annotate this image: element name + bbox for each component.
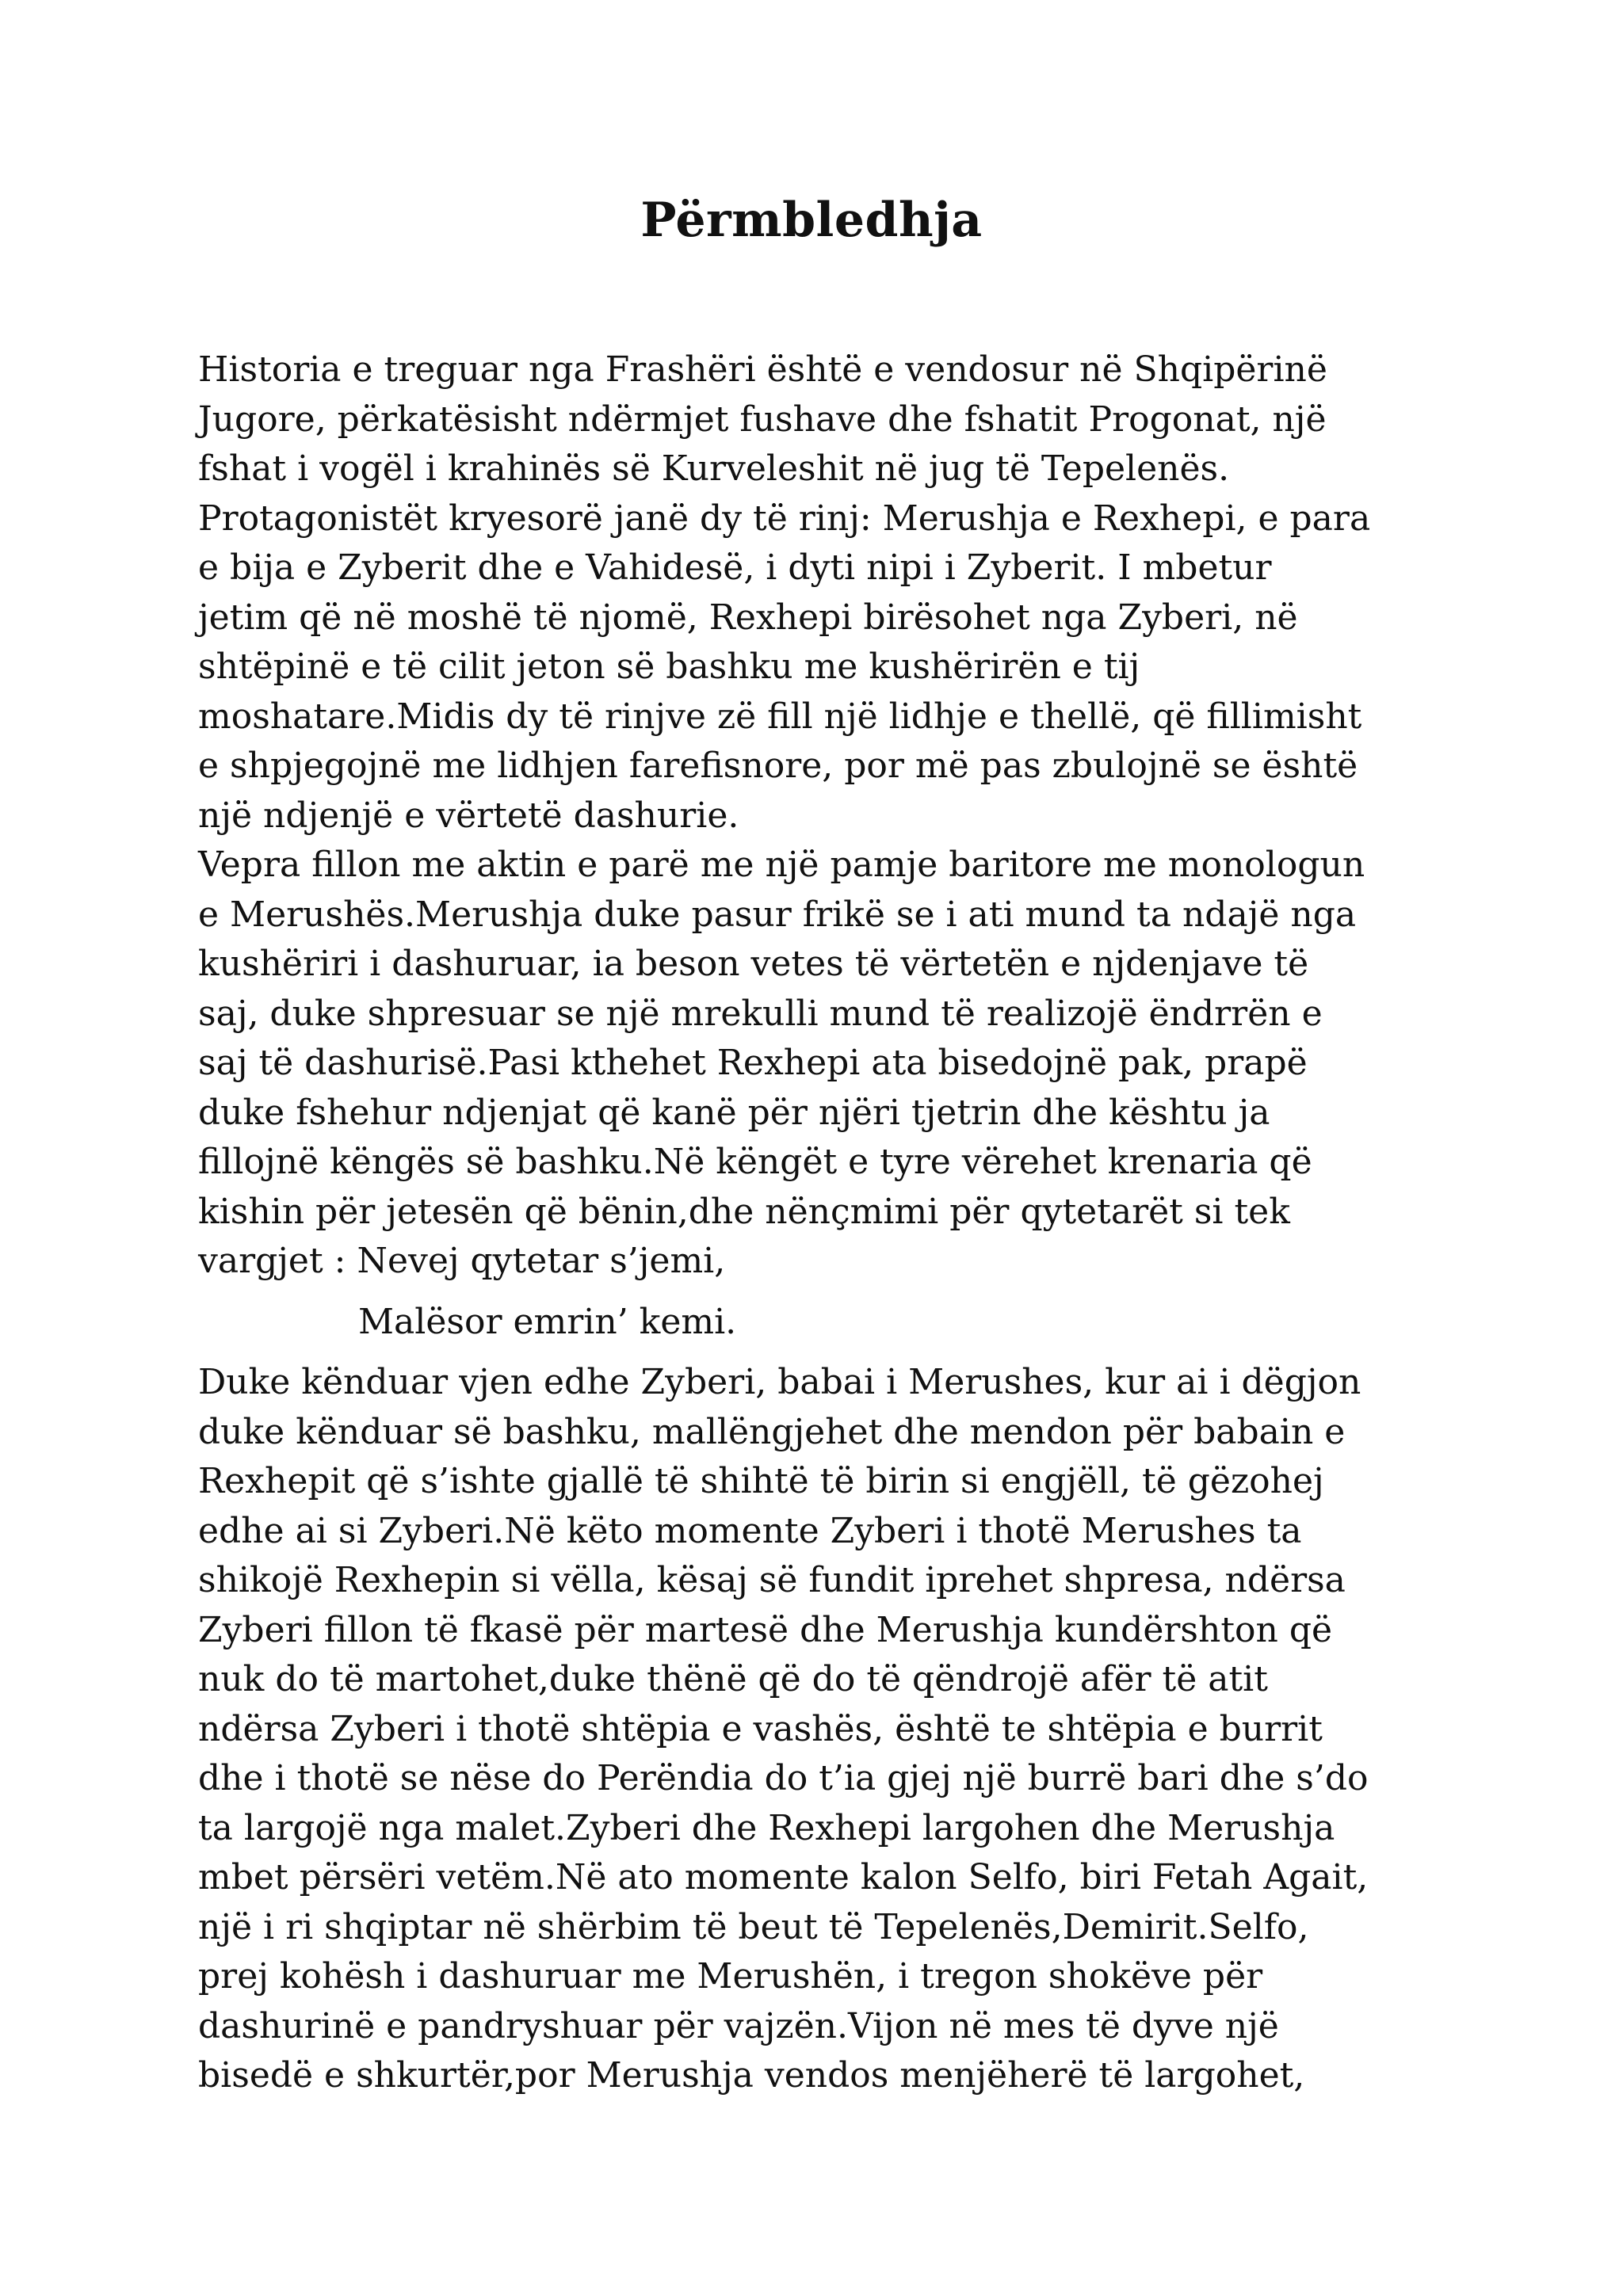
text-line: Historia e treguar nga Frashëri është e vendosur në Shqipërinë: [198, 349, 1327, 390]
verse-gap: [198, 1287, 1434, 1298]
text-line: kushëriri i dashuruar, ia beson vetes të vërtetën e njdenjave të: [198, 944, 1309, 984]
text-line: kishin për jetesën që bënin,dhe nënçmimi për qytetarët si tek: [198, 1191, 1290, 1232]
text-line: e shpjegojnë me lidhjen farefisnore, por më pas zbulojnë se është: [198, 746, 1358, 786]
text-line: jetim që në moshë të njomë, Rexhepi birësohet nga Zyberi, në: [198, 597, 1298, 638]
text-line: saj, duke shpresuar se një mrekulli mund të realizojë ëndrrën e: [198, 993, 1323, 1034]
text-line: e bija e Zyberit dhe e Vahidesë, i dyti nipi i Zyberit. I mbetur: [198, 547, 1272, 588]
text-line: ta largojë nga malet.Zyberi dhe Rexhepi largohen dhe Merushja: [198, 1807, 1335, 1848]
text-line: një ndjenjë e vërtetë dashurie.: [198, 795, 739, 836]
text-line: Jugore, përkatësisht ndërmjet fushave dhe fshatit Progonat, një: [198, 399, 1327, 440]
text-line: dhe i thotë se nëse do Perëndia do t’ia gjej një burrë bari dhe s’do: [198, 1758, 1369, 1798]
verse-gap: [198, 1347, 1434, 1358]
text-line: një i ri shqiptar në shërbim të beut të Tepelenës,Demirit.Selfo,: [198, 1906, 1309, 1947]
text-line: Vepra fillon me aktin e parë me një pamje baritore me monologun: [198, 845, 1365, 885]
text-line: mbet përsëri vetëm.Në ato momente kalon Selfo, biri Fetah Agait,: [198, 1857, 1369, 1897]
page-title: Përmbledhja: [640, 193, 983, 248]
text-line: nuk do të martohet,duke thënë që do të qëndrojë afër të atit: [198, 1659, 1268, 1699]
text-line: duke fshehur ndjenjat që kanë për njëri tjetrin dhe kështu ja: [198, 1092, 1270, 1133]
text-line: shtëpinë e të cilit jeton së bashku me kushërirën e tij: [198, 646, 1140, 687]
text-line: bisedë e shkurtër,por Merushja vendos menjëherë të largohet,: [198, 2055, 1305, 2096]
text-line: dashurinë e pandryshuar për vajzën.Vijon në mes të dyve një: [198, 2005, 1279, 2046]
text-line: Duke kënduar vjen edhe Zyberi, babai i Merushes, kur ai i dëgjon: [198, 1362, 1361, 1402]
text-line: edhe ai si Zyberi.Në këto momente Zyberi i thotë Merushes ta: [198, 1510, 1302, 1551]
text-line: shikojë Rexhepin si vëlla, kësaj së fundit iprehet shpresa, ndërsa: [198, 1560, 1346, 1600]
text-line: fshat i vogël i krahinës së Kurveleshit në jug të Tepelenës.: [198, 448, 1230, 489]
verse-line: Malësor emrin’ kemi.: [358, 1301, 737, 1342]
text-line: duke kënduar së bashku, mallëngjehet dhe mendon për babain e: [198, 1411, 1346, 1452]
text-line: Protagonistët kryesorë janë dy të rinj: Merushja e Rexhepi, e para: [198, 498, 1371, 539]
text-line: e Merushës.Merushja duke pasur frikë se i ati mund ta ndajë nga: [198, 894, 1357, 935]
text-line: prej kohësh i dashuruar me Merushën, i tregon shokëve për: [198, 1956, 1263, 1997]
text-line: vargjet : Nevej qytetar s’jemi,: [198, 1241, 726, 1281]
text-line: fillojnë këngës së bashku.Në këngët e tyre vërehet krenaria që: [198, 1142, 1312, 1182]
text-line: Rexhepit që s’ishte gjallë të shihtë të birin si engjëll, të gëzohej: [198, 1461, 1324, 1501]
document-body: [198, 345, 1434, 2101]
text-line: saj të dashurisë.Pasi kthehet Rexhepi ata bisedojnë pak, prapë: [198, 1043, 1308, 1083]
text-line: moshatare.Midis dy të rinjve zë fill një lidhje e thellë, që fillimisht: [198, 696, 1362, 737]
text-line: ndërsa Zyberi i thotë shtëpia e vashës, është te shtëpia e burrit: [198, 1708, 1323, 1749]
text-line: Zyberi fillon të fkasë për martesë dhe Merushja kundërshton që: [198, 1609, 1333, 1650]
